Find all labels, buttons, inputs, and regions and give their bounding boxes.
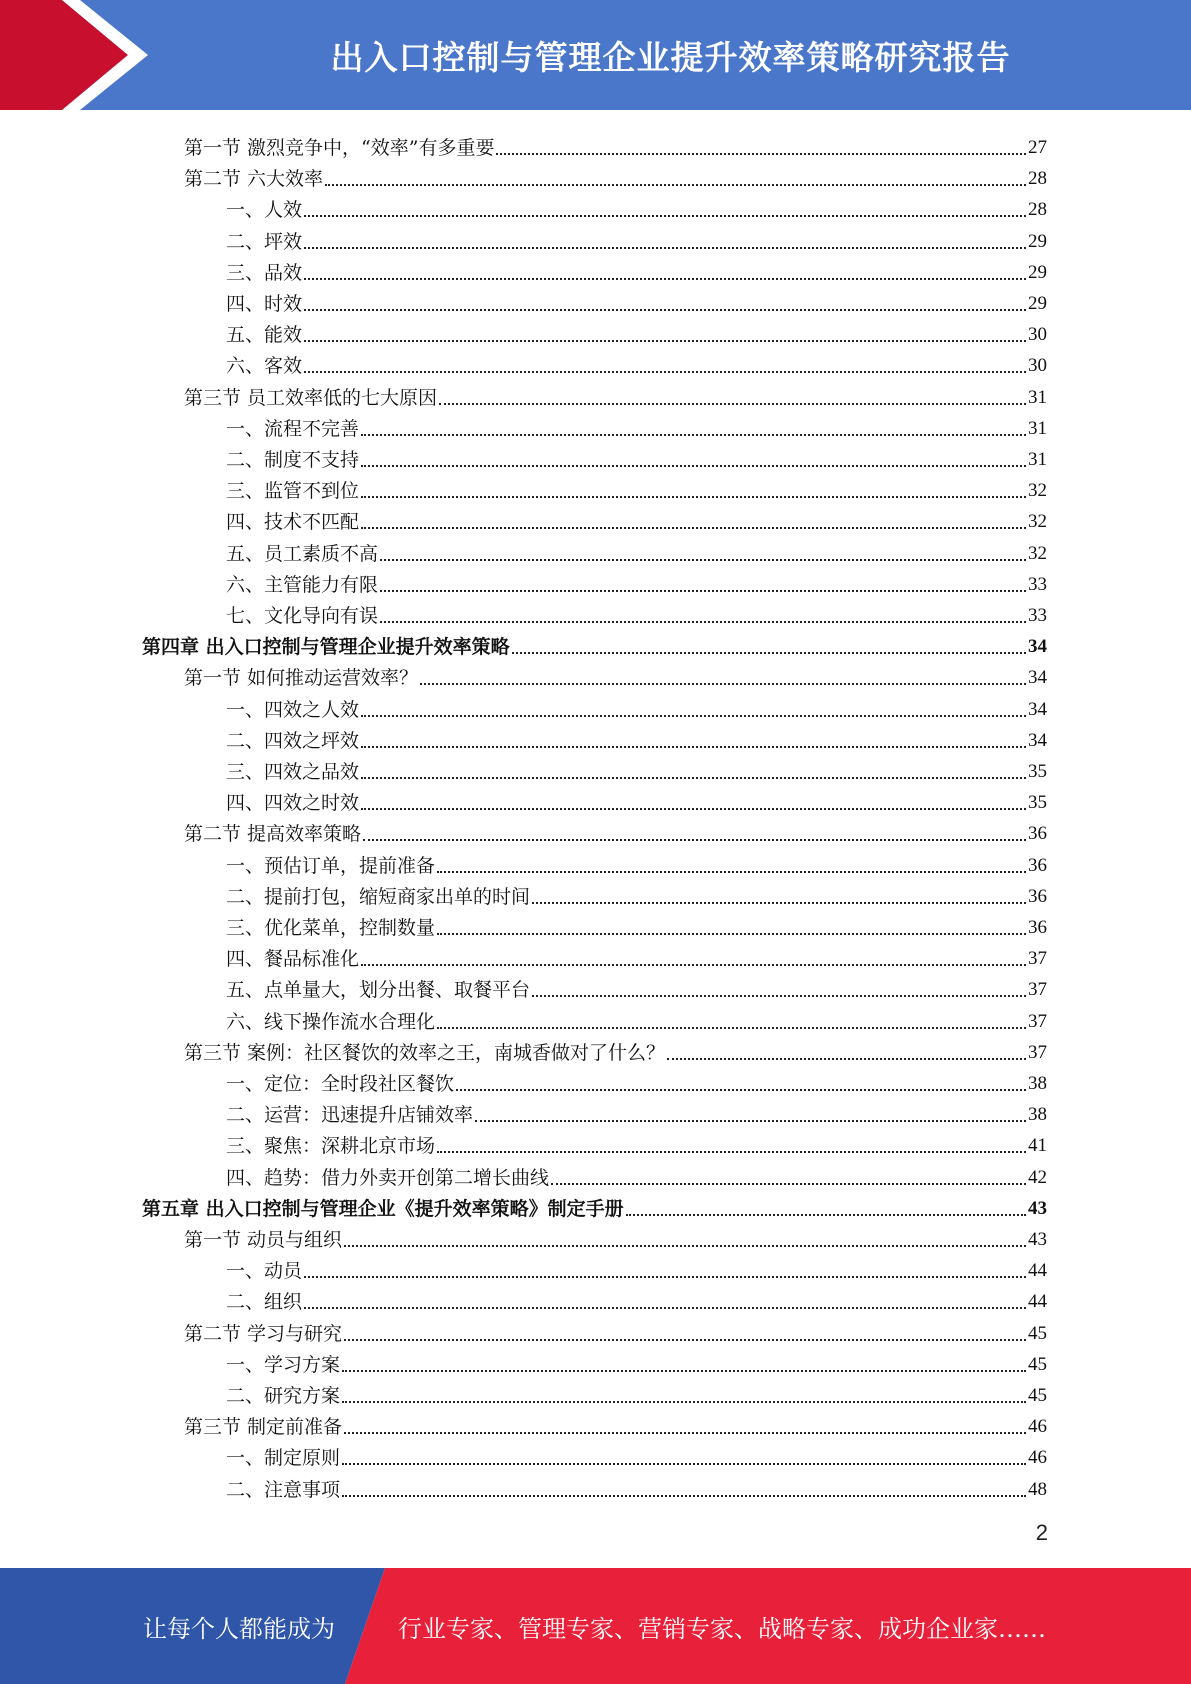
toc-leader-dots <box>456 1089 1026 1091</box>
toc-entry-title: 六、线下操作流水合理化 <box>226 1010 436 1033</box>
toc-entry-title: 三、四效之品效 <box>226 761 360 783</box>
toc-leader-dots <box>361 715 1026 717</box>
toc-entry-title: 二、组织 <box>226 1291 303 1314</box>
toc-leader-dots <box>437 1151 1026 1153</box>
page-footer <box>0 1568 1191 1684</box>
toc-chapter-entry[interactable] <box>142 1189 1047 1220</box>
toc-subsection-entry[interactable] <box>226 284 1047 315</box>
toc-leader-dots <box>361 808 1026 810</box>
toc-leader-dots <box>626 1214 1026 1216</box>
toc-subsection-entry[interactable] <box>226 908 1047 939</box>
toc-entry-title: 五、员工素质不高 <box>226 542 379 565</box>
toc-subsection-entry[interactable] <box>226 1126 1047 1157</box>
toc-subsection-entry[interactable] <box>226 1282 1047 1313</box>
toc-entry-page: 36 <box>1028 885 1047 907</box>
toc-leader-dots <box>344 1339 1026 1341</box>
toc-entry-title: 第三节 制定前准备 <box>184 1416 343 1439</box>
toc-leader-dots <box>437 1027 1026 1029</box>
toc-leader-dots <box>304 215 1026 217</box>
toc-entry-page: 37 <box>1028 948 1047 970</box>
toc-subsection-entry[interactable] <box>226 534 1047 565</box>
toc-entry-title: 六、主管能力有限 <box>226 573 379 596</box>
toc-subsection-entry[interactable] <box>226 502 1047 533</box>
toc-entry-title: 四、时效 <box>226 293 303 315</box>
toc-entry-title: 四、四效之时效 <box>226 792 360 815</box>
toc-subsection-entry[interactable] <box>226 222 1047 253</box>
toc-leader-dots <box>437 871 1026 873</box>
toc-leader-dots <box>361 746 1026 748</box>
toc-entry-title: 第一节 动员与组织 <box>184 1229 343 1251</box>
toc-entry-title: 第二节 提高效率策略 <box>184 823 362 846</box>
toc-subsection-entry[interactable] <box>226 752 1047 783</box>
toc-section-entry[interactable] <box>184 1033 1047 1064</box>
toc-entry-page: 28 <box>1028 199 1047 221</box>
toc-subsection-entry[interactable] <box>226 939 1047 970</box>
toc-subsection-entry[interactable] <box>226 1345 1047 1376</box>
toc-subsection-entry[interactable] <box>226 409 1047 440</box>
toc-entry-title: 六、客效 <box>226 355 303 378</box>
toc-leader-dots <box>361 434 1026 436</box>
toc-entry-page: 43 <box>1028 1229 1047 1250</box>
toc-leader-dots <box>512 652 1026 654</box>
toc-entry-title: 三、优化菜单，控制数量 <box>226 917 436 939</box>
toc-subsection-entry[interactable] <box>226 596 1047 627</box>
toc-entry-title: 第三节 员工效率低的七大原因 <box>184 386 438 409</box>
toc-leader-dots <box>361 496 1026 498</box>
toc-entry-page: 34 <box>1028 636 1047 658</box>
toc-entry-page: 44 <box>1028 1260 1047 1282</box>
toc-section-entry[interactable] <box>184 1220 1047 1251</box>
toc-subsection-entry[interactable] <box>226 1095 1047 1126</box>
toc-entry-title: 四、趋势：借力外卖开创第二增长曲线 <box>226 1166 550 1189</box>
toc-leader-dots <box>380 621 1026 623</box>
toc-subsection-entry[interactable] <box>226 1251 1047 1282</box>
toc-entry-title: 第四章 出入口控制与管理企业提升效率策略 <box>142 636 510 659</box>
toc-leader-dots <box>304 309 1026 311</box>
toc-section-entry[interactable] <box>184 159 1047 190</box>
toc-subsection-entry[interactable] <box>226 565 1047 596</box>
toc-subsection-entry[interactable] <box>226 1438 1047 1469</box>
toc-entry-page: 29 <box>1028 261 1047 283</box>
page-header <box>0 0 1191 110</box>
toc-entry-page: 28 <box>1028 168 1047 190</box>
toc-entry-page: 30 <box>1028 324 1047 346</box>
toc-subsection-entry[interactable] <box>226 877 1047 908</box>
toc-leader-dots <box>363 839 1026 841</box>
toc-leader-dots <box>304 1276 1026 1278</box>
toc-leader-dots <box>496 153 1026 155</box>
toc-leader-dots <box>361 465 1026 467</box>
toc-leader-dots <box>667 1058 1026 1060</box>
toc-entry-page: 37 <box>1028 1041 1047 1063</box>
toc-entry-title: 二、注意事项 <box>226 1478 341 1501</box>
toc-leader-dots <box>342 1401 1026 1403</box>
toc-entry-title: 第二节 学习与研究 <box>184 1322 343 1345</box>
toc-entry-page: 32 <box>1028 542 1047 564</box>
toc-entry-page: 32 <box>1028 511 1047 533</box>
toc-subsection-entry[interactable] <box>226 1376 1047 1407</box>
toc-leader-dots <box>304 278 1026 280</box>
toc-entry-page: 45 <box>1028 1322 1047 1344</box>
toc-entry-page: 38 <box>1028 1073 1047 1094</box>
toc-entry-page: 27 <box>1028 137 1047 158</box>
toc-entry-page: 45 <box>1028 1353 1047 1375</box>
toc-entry-page: 33 <box>1028 605 1047 626</box>
toc-entry-title: 一、定位：全时段社区餐饮 <box>226 1073 455 1095</box>
toc-entry-title: 第五章 出入口控制与管理企业《提升效率策略》制定手册 <box>142 1197 624 1220</box>
toc-subsection-entry[interactable] <box>226 1002 1047 1033</box>
toc-entry-title: 一、学习方案 <box>226 1353 341 1376</box>
toc-entry-page: 43 <box>1028 1197 1047 1219</box>
toc-leader-dots <box>342 1370 1026 1372</box>
toc-entry-page: 36 <box>1028 823 1047 845</box>
toc-entry-page: 35 <box>1028 761 1047 782</box>
toc-subsection-entry[interactable] <box>226 1158 1047 1189</box>
toc-subsection-entry[interactable] <box>226 253 1047 284</box>
toc-chapter-entry[interactable] <box>142 627 1047 658</box>
toc-entry-page: 37 <box>1028 1010 1047 1032</box>
toc-subsection-entry[interactable] <box>226 846 1047 877</box>
toc-subsection-entry[interactable] <box>226 690 1047 721</box>
toc-entry-page: 42 <box>1028 1166 1047 1188</box>
toc-entry-page: 31 <box>1028 417 1047 439</box>
toc-leader-dots <box>361 964 1026 966</box>
toc-subsection-entry[interactable] <box>226 346 1047 377</box>
toc-leader-dots <box>420 683 1026 685</box>
toc-entry-page: 30 <box>1028 355 1047 377</box>
toc-entry-page: 44 <box>1028 1291 1047 1313</box>
toc-leader-dots <box>361 777 1026 779</box>
toc-entry-title: 四、餐品标准化 <box>226 948 360 971</box>
toc-leader-dots <box>304 340 1026 342</box>
toc-entry-page: 46 <box>1028 1416 1047 1438</box>
toc-entry-title: 第一节 如何推动运营效率？ <box>184 667 419 690</box>
toc-leader-dots <box>361 527 1026 529</box>
toc-leader-dots <box>380 559 1026 561</box>
toc-leader-dots <box>551 1183 1026 1185</box>
toc-leader-dots <box>342 1495 1026 1497</box>
toc-entry-title: 第一节 激烈竞争中，“效率”有多重要 <box>184 137 495 159</box>
toc-entry-title: 一、流程不完善 <box>226 417 360 440</box>
toc-entry-page: 46 <box>1028 1447 1047 1469</box>
toc-entry-page: 45 <box>1028 1385 1047 1406</box>
toc-entry-title: 二、研究方案 <box>226 1385 341 1407</box>
toc-entry-title: 第三节 案例：社区餐饮的效率之王，南城香做对了什么？ <box>184 1041 666 1064</box>
toc-entry-page: 41 <box>1028 1135 1047 1157</box>
toc-entry-title: 二、坪效 <box>226 230 303 253</box>
footer-slogan-left: 让每个人都能成为 <box>143 1614 335 1643</box>
toc-entry-title: 一、制定原则 <box>226 1447 341 1470</box>
toc-subsection-entry[interactable] <box>226 1064 1047 1095</box>
toc-entry-title: 一、预估订单，提前准备 <box>226 854 436 877</box>
toc-entry-page: 36 <box>1028 917 1047 938</box>
toc-section-entry[interactable] <box>184 658 1047 689</box>
toc-section-entry[interactable] <box>184 1314 1047 1345</box>
toc-leader-dots <box>437 933 1026 935</box>
toc-entry-page: 35 <box>1028 792 1047 814</box>
toc-leader-dots <box>344 1432 1026 1434</box>
toc-entry-page: 38 <box>1028 1104 1047 1126</box>
toc-entry-page: 29 <box>1028 293 1047 314</box>
toc-section-entry[interactable] <box>184 378 1047 409</box>
toc-entry-page: 37 <box>1028 979 1047 1001</box>
toc-entry-title: 一、四效之人效 <box>226 698 360 721</box>
toc-section-entry[interactable] <box>184 1407 1047 1438</box>
toc-entry-title: 二、运营：迅速提升店铺效率 <box>226 1104 474 1127</box>
toc-subsection-entry[interactable] <box>226 1470 1047 1501</box>
toc-leader-dots <box>532 995 1026 997</box>
toc-leader-dots <box>304 1307 1026 1309</box>
toc-subsection-entry[interactable] <box>226 471 1047 502</box>
toc-entry-page: 29 <box>1028 230 1047 252</box>
toc-leader-dots <box>439 403 1026 405</box>
toc-entry-title: 三、聚焦：深耕北京市场 <box>226 1135 436 1158</box>
toc-section-entry[interactable] <box>184 128 1047 159</box>
toc-entry-page: 33 <box>1028 573 1047 595</box>
toc-entry-page: 32 <box>1028 480 1047 502</box>
toc-entry-page: 48 <box>1028 1478 1047 1500</box>
toc-entry-page: 31 <box>1028 449 1047 470</box>
toc-entry-page: 36 <box>1028 854 1047 876</box>
toc-entry-title: 三、品效 <box>226 261 303 284</box>
toc-subsection-entry[interactable] <box>226 190 1047 221</box>
toc-leader-dots <box>304 247 1026 249</box>
toc-entry-title: 一、人效 <box>226 199 303 222</box>
toc-entry-title: 五、点单量大，划分出餐、取餐平台 <box>226 979 531 1002</box>
toc-subsection-entry[interactable] <box>226 970 1047 1001</box>
toc-leader-dots <box>344 1245 1026 1247</box>
toc-subsection-entry[interactable] <box>226 721 1047 752</box>
toc-entry-title: 四、技术不匹配 <box>226 511 360 534</box>
toc-leader-dots <box>380 590 1026 592</box>
toc-entry-title: 三、监管不到位 <box>226 480 360 503</box>
toc-leader-dots <box>304 371 1026 373</box>
toc-entry-page: 34 <box>1028 667 1047 689</box>
toc-entry-title: 七、文化导向有误 <box>226 605 379 627</box>
toc-entry-page: 34 <box>1028 698 1047 720</box>
toc-entry-title: 二、提前打包，缩短商家出单的时间 <box>226 885 531 908</box>
toc-entry-page: 34 <box>1028 729 1047 751</box>
toc-entry-title: 第二节 六大效率 <box>184 168 324 191</box>
toc-leader-dots <box>342 1463 1026 1465</box>
toc-leader-dots <box>475 1120 1026 1122</box>
toc-entry-title: 一、动员 <box>226 1260 303 1283</box>
toc-subsection-entry[interactable] <box>226 783 1047 814</box>
toc-section-entry[interactable] <box>184 814 1047 845</box>
toc-subsection-entry[interactable] <box>226 440 1047 471</box>
page-number: 2 <box>1035 1520 1048 1545</box>
footer-slogan-right: 行业专家、管理专家、营销专家、战略专家、成功企业家…… <box>398 1614 1046 1643</box>
toc-entry-page: 31 <box>1028 386 1047 408</box>
header-chevron-graphic <box>0 0 160 110</box>
toc-entry-title: 二、制度不支持 <box>226 449 360 471</box>
toc-entry-title: 五、能效 <box>226 324 303 347</box>
toc-subsection-entry[interactable] <box>226 315 1047 346</box>
toc-entry-title: 二、四效之坪效 <box>226 729 360 752</box>
toc-leader-dots <box>532 902 1026 904</box>
report-title: 出入口控制与管理企业提升效率策略研究报告 <box>330 37 1011 77</box>
toc-leader-dots <box>325 184 1026 186</box>
